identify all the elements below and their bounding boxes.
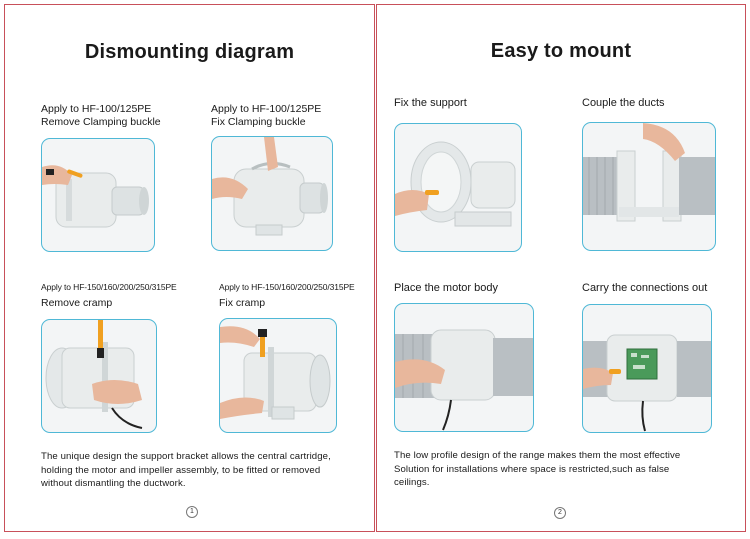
left-description-line-1: The unique design the support bracket allows the central cartridge, [41, 451, 331, 462]
right-page [376, 4, 746, 532]
photo-remove-clamping-buckle [41, 138, 155, 252]
left-description-line-2: holding the motor and impeller assembly, to be fitted or removed [41, 464, 321, 476]
step-4-caption: Fix cramp [219, 297, 266, 309]
step-4-model: Apply to HF-150/160/200/250/315PE [219, 282, 355, 292]
photo-carry-the-connections-out [582, 304, 712, 433]
mount-step-2-caption: Couple the ducts [582, 97, 665, 109]
right-description-line-1: The low profile design of the range makes them the most effective [394, 450, 681, 461]
left-description-line-3: without dismantling the ductwork. [41, 478, 186, 489]
left-description [41, 450, 331, 491]
photo-place-the-motor-body [394, 303, 534, 432]
photo-fix-cramp [219, 318, 337, 433]
left-page-number: 1 [186, 506, 198, 518]
step-2-model: Apply to HF-100/125PE [211, 103, 322, 115]
photo-couple-the-ducts [582, 122, 716, 251]
right-description-line-3: ceilings. [394, 477, 430, 488]
step-3-model: Apply to HF-150/160/200/250/315PE [41, 282, 177, 292]
right-description-line-2: Solution for installations where space is restricted,such as false [394, 463, 670, 475]
photo-fix-the-support [394, 123, 522, 252]
left-page-title: Dismounting diagram [84, 41, 295, 63]
step-1-caption: Remove Clamping buckle [41, 116, 161, 128]
step-2-caption: Fix Clamping buckle [211, 116, 306, 128]
left-page [4, 4, 375, 532]
photo-fix-clamping-buckle [211, 136, 333, 251]
right-page-title: Easy to mount [490, 40, 632, 62]
mount-step-1-caption: Fix the support [394, 97, 467, 109]
right-description [394, 449, 680, 490]
right-page-number: 2 [554, 507, 566, 519]
step-1-model: Apply to HF-100/125PE [41, 103, 152, 115]
mount-step-4-caption: Carry the connections out [582, 282, 708, 294]
mount-step-3-caption: Place the motor body [394, 282, 498, 294]
photo-remove-cramp [41, 319, 157, 433]
step-3-caption: Remove cramp [41, 297, 113, 309]
